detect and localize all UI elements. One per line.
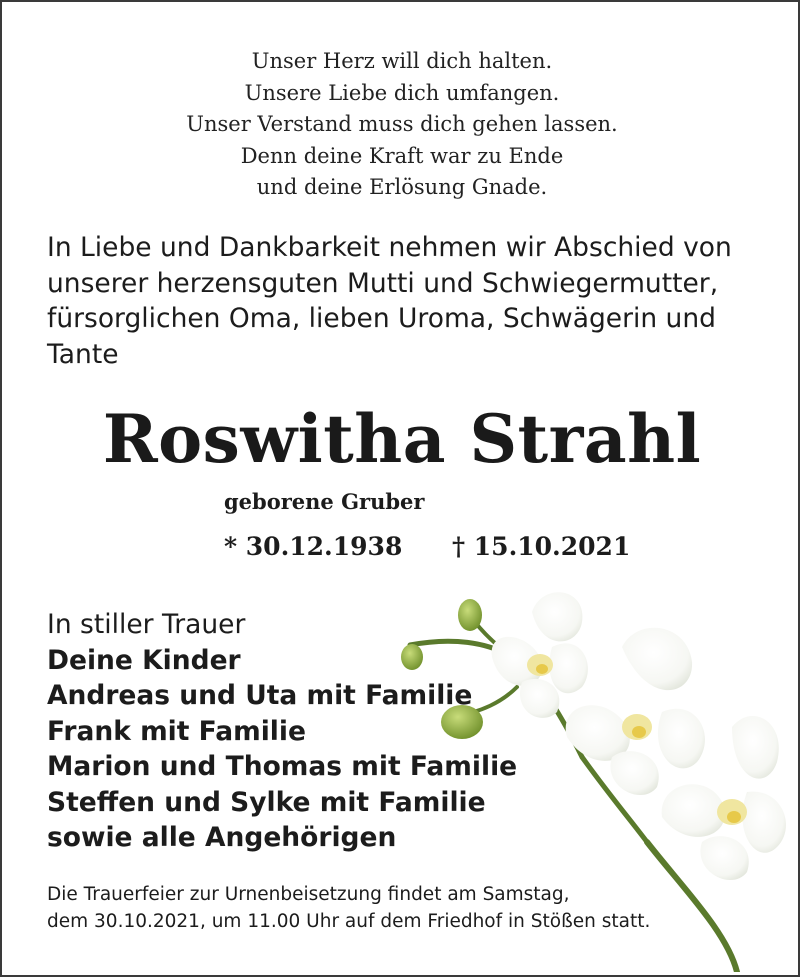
service-line: Die Trauerfeier zur Urnenbeisetzung findet am Samstag, [47, 884, 570, 905]
intro-line: unserer herzensguten Mutti und Schwiegermutter, [47, 267, 719, 299]
mourner-line: Marion und Thomas mit Familie [47, 751, 518, 782]
mourners-intro: In stiller Trauer [47, 609, 246, 640]
poem [2, 46, 800, 204]
mourners-block [47, 607, 517, 856]
mourner-line: Andreas und Uta mit Familie [47, 680, 473, 711]
mourner-line: Deine Kinder [47, 644, 241, 676]
intro-text [47, 230, 767, 372]
intro-line: fürsorglichen Oma, lieben Uroma, Schwägerin und [47, 303, 716, 334]
service-line: dem 30.10.2021, um 11.00 Uhr auf dem Friedhof in Stößen statt. [47, 911, 651, 932]
maiden-name: geborene Gruber [224, 489, 425, 514]
mourner-line: Frank mit Familie [47, 715, 306, 747]
deceased-name: Roswitha Strahl [102, 400, 702, 478]
service-info [47, 881, 650, 935]
poem-line: Denn deine Kraft war zu Ende [240, 143, 564, 168]
intro-line: Tante [47, 338, 119, 370]
death-date: † 15.10.2021 [452, 532, 631, 561]
poem-line: Unsere Liebe dich umfangen. [244, 80, 560, 105]
poem-line: Unser Verstand muss dich gehen lassen. [186, 112, 618, 136]
intro-line: In Liebe und Dankbarkeit nehmen wir Abschied von [47, 232, 732, 263]
mourner-line: Steffen und Sylke mit Familie [47, 786, 486, 818]
mourner-line: sowie alle Angehörigen [47, 822, 397, 853]
birth-date: * 30.12.1938 [224, 532, 403, 561]
poem-line: Unser Herz will dich halten. [251, 49, 553, 73]
poem-line: und deine Erlösung Gnade. [256, 175, 548, 199]
